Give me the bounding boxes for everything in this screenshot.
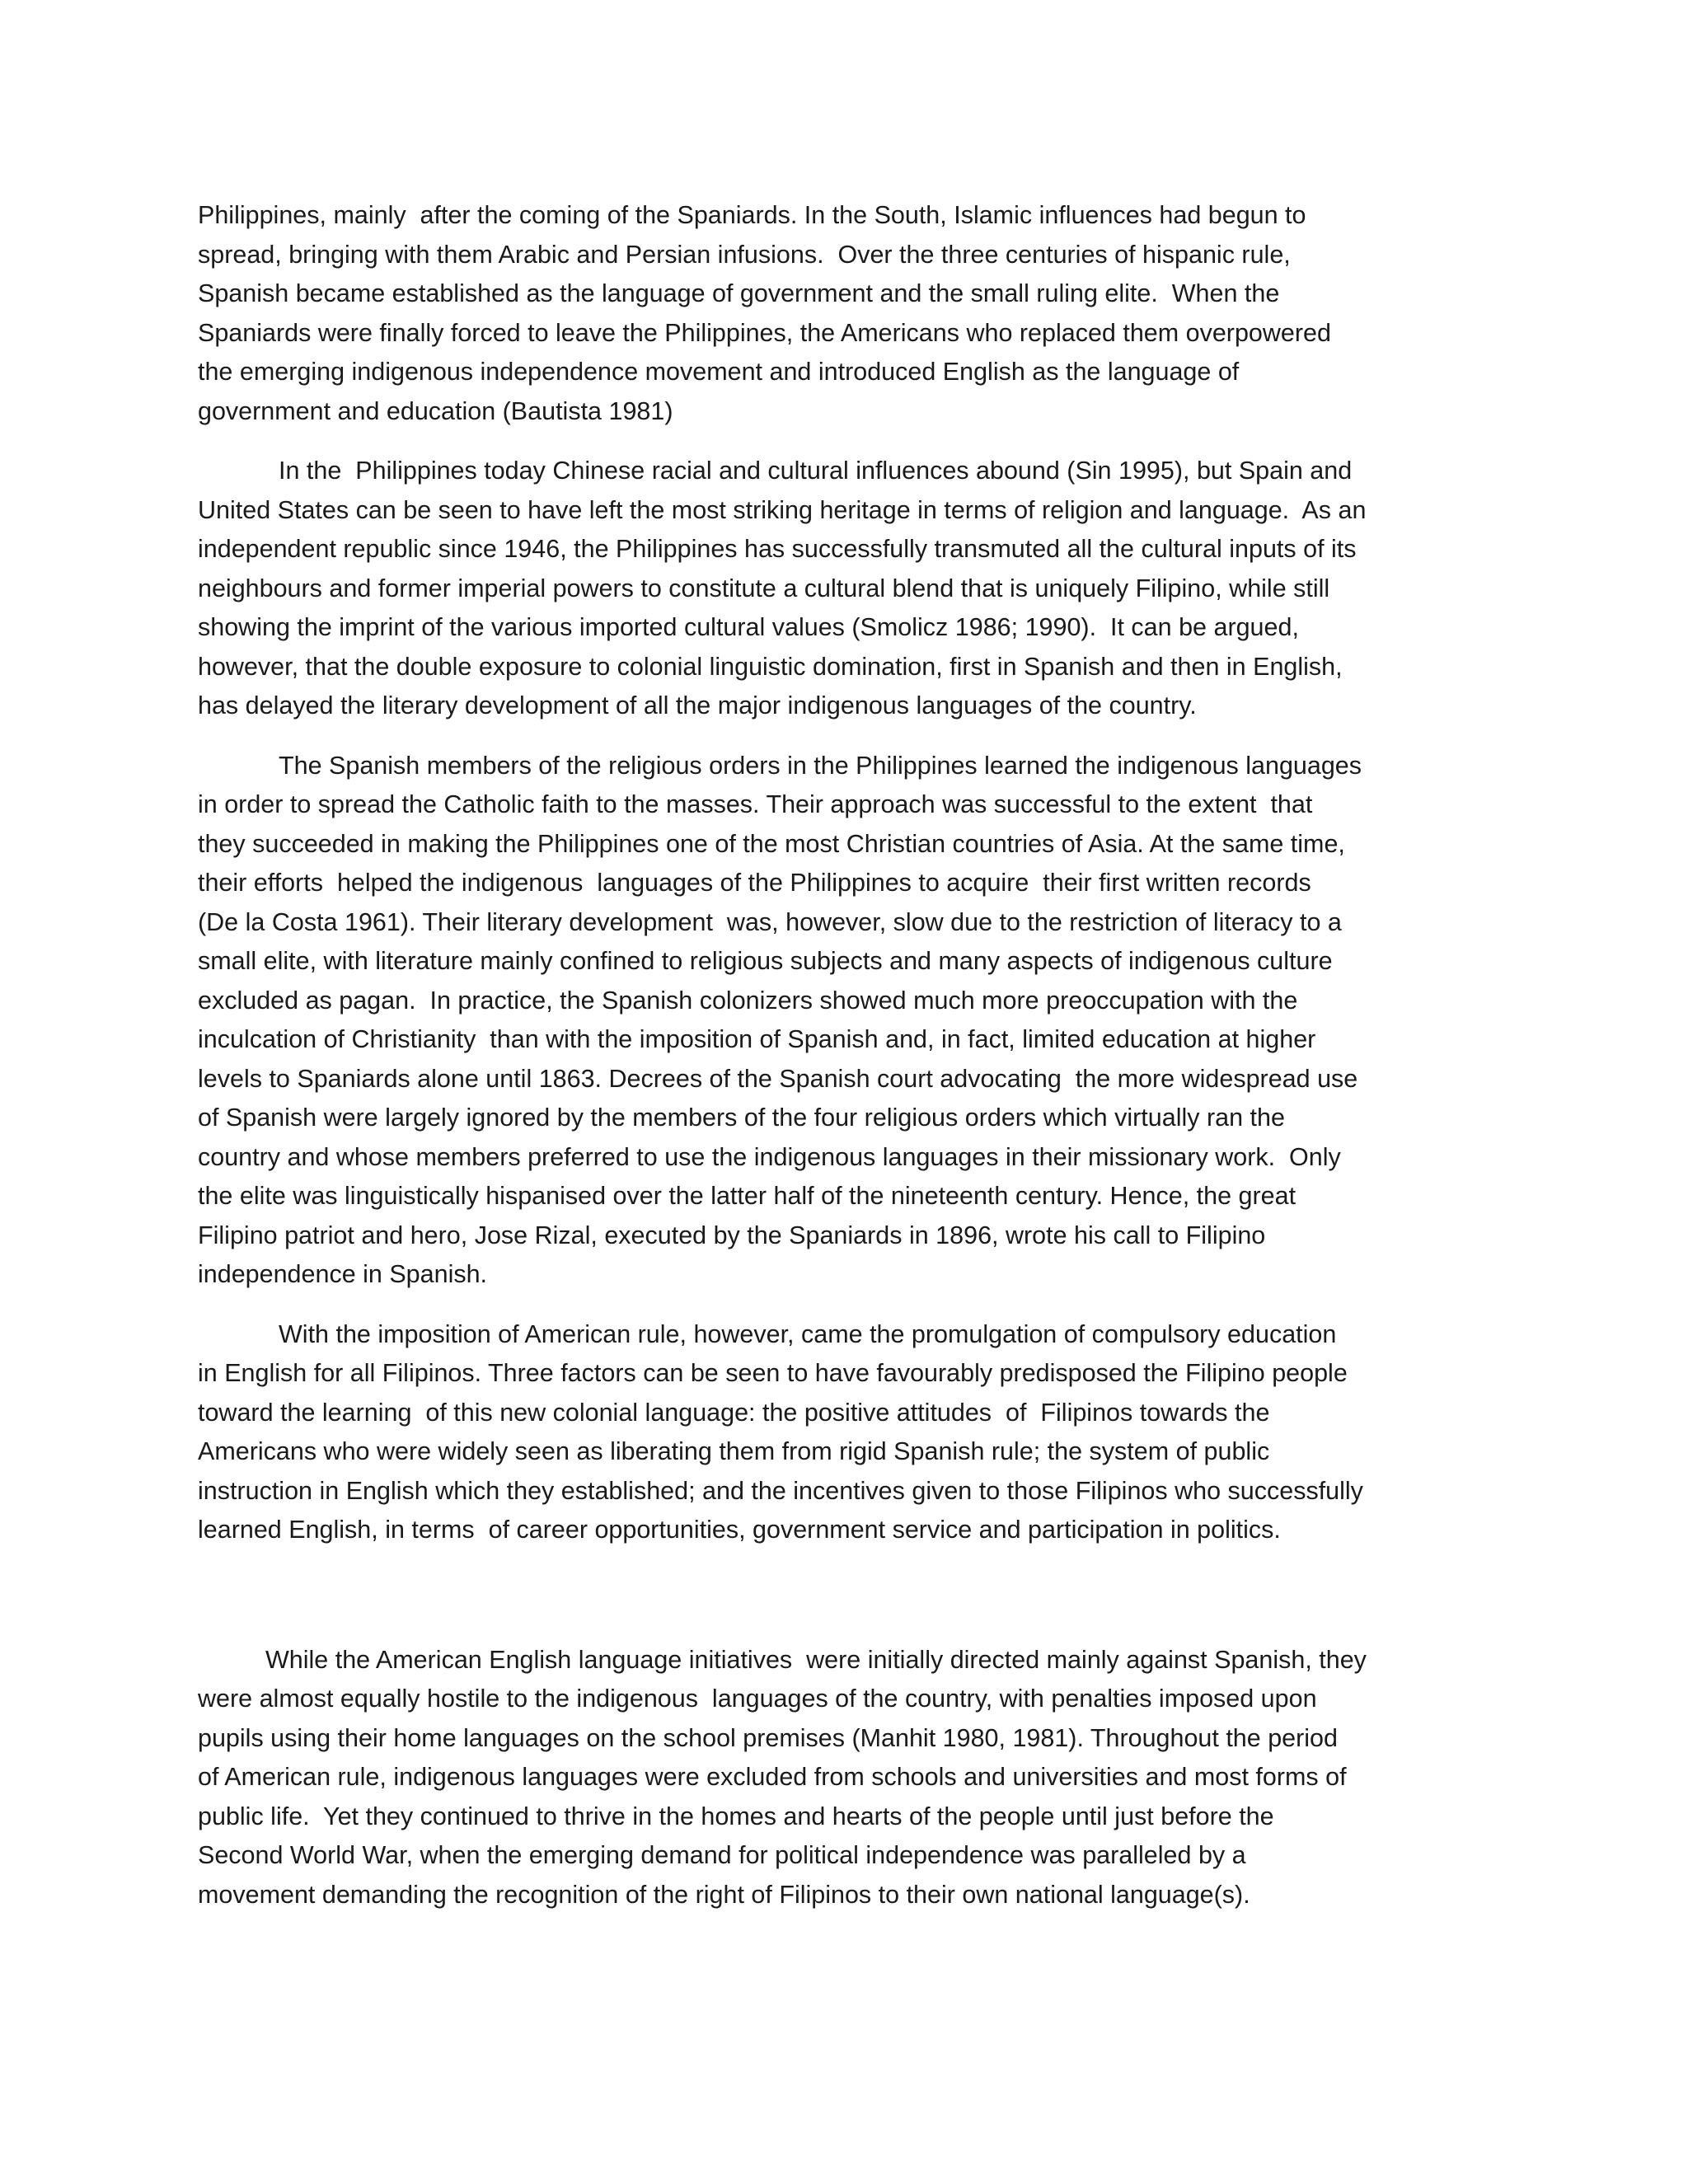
text-line: Spaniards were finally forced to leave the Philippines, the Americans who replaced them overpowered (198, 318, 1331, 347)
text-line: toward the learning of this new colonial language: the positive attitudes of Filipinos towards the (198, 1398, 1270, 1427)
text-line: pupils using their home languages on the school premises (Manhit 1980, 1981). Throughout the period (198, 1723, 1338, 1752)
text-line: of Spanish were largely ignored by the members of the four religious orders which virtually ran the (198, 1104, 1285, 1132)
text-line: inculcation of Christianity than with the imposition of Spanish and, in fact, limited education at higher (198, 1025, 1316, 1053)
text-line: the emerging indigenous independence movement and introduced English as the language of (198, 358, 1240, 386)
text-line: however, that the double exposure to colonial linguistic domination, first in Spanish and then in English, (198, 652, 1343, 681)
text-line: learned English, in terms of career opportunities, government service and participation in politics. (198, 1516, 1281, 1544)
paragraph-4 (198, 1315, 1500, 1550)
text-line: of American rule, indigenous languages were excluded from schools and universities and most forms of (198, 1763, 1347, 1791)
text-line: the elite was linguistically hispanised over the latter half of the nineteenth century. Hence, the great (198, 1182, 1296, 1210)
text-line: Americans who were widely seen as liberating them from rigid Spanish rule; the system of public (198, 1437, 1270, 1465)
text-line: in order to spread the Catholic faith to the masses. Their approach was successful to the extent that (198, 790, 1313, 818)
text-line: Spanish became established as the language of government and the small ruling elite. When the (198, 279, 1280, 307)
text-line: The Spanish members of the religious orders in the Philippines learned the indigenous languages (279, 751, 1362, 780)
text-line: Filipino patriot and hero, Jose Rizal, executed by the Spaniards in 1896, wrote his call to Filipino (198, 1221, 1266, 1249)
text-line: levels to Spaniards alone until 1863. Decrees of the Spanish court advocating the more widespread use (198, 1064, 1358, 1093)
text-line: public life. Yet they continued to thrive in the homes and hearts of the people until just before the (198, 1802, 1274, 1830)
text-line: Second World War, when the emerging demand for political independence was paralleled by a (198, 1841, 1246, 1869)
paragraph-spacer (198, 1571, 1500, 1641)
text-line: independent republic since 1946, the Philippines has successfully transmuted all the cultural inputs of its (198, 535, 1357, 563)
text-line: has delayed the literary development of all the major indigenous languages of the country. (198, 691, 1197, 719)
document-body (198, 196, 1500, 1935)
paragraph-5 (198, 1641, 1500, 1915)
paragraph-1 (198, 196, 1500, 431)
text-line: they succeeded in making the Philippines one of the most Christian countries of Asia. At the same time, (198, 829, 1345, 858)
text-line: movement demanding the recognition of the right of Filipinos to their own national language(s). (198, 1880, 1250, 1909)
text-line: excluded as pagan. In practice, the Spanish colonizers showed much more preoccupation with the (198, 986, 1298, 1015)
text-line: small elite, with literature mainly confined to religious subjects and many aspects of indigenous culture (198, 947, 1333, 975)
text-line: While the American English language initiatives were initially directed mainly against Spanish, they (265, 1645, 1367, 1674)
text-line: independence in Spanish. (198, 1260, 488, 1288)
text-line: neighbours and former imperial powers to constitute a cultural blend that is uniquely Filipino, while still (198, 574, 1330, 602)
text-line: spread, bringing with them Arabic and Persian infusions. Over the three centuries of hispanic rule, (198, 240, 1291, 269)
text-line: were almost equally hostile to the indigenous languages of the country, with penalties imposed upon (198, 1685, 1317, 1713)
text-line: instruction in English which they established; and the incentives given to those Filipinos who successfully (198, 1476, 1363, 1505)
text-line: In the Philippines today Chinese racial and cultural influences abound (Sin 1995), but Spain and (279, 457, 1353, 485)
text-line: country and whose members preferred to use the indigenous languages in their missionary work. Only (198, 1142, 1341, 1171)
text-line: With the imposition of American rule, however, came the promulgation of compulsory education (279, 1319, 1337, 1348)
text-line: their efforts helped the indigenous languages of the Philippines to acquire their first written records (198, 869, 1311, 897)
text-line: in English for all Filipinos. Three factors can be seen to have favourably predisposed the Filipino people (198, 1359, 1348, 1387)
text-line: showing the imprint of the various imported cultural values (Smolicz 1986; 1990). It can be argued, (198, 613, 1299, 641)
text-line: government and education (Bautista 1981) (198, 396, 673, 425)
text-line: Philippines, mainly after the coming of the Spaniards. In the South, Islamic influences had begun to (198, 201, 1306, 229)
paragraph-2 (198, 452, 1500, 726)
paragraph-3 (198, 747, 1500, 1295)
text-line: United States can be seen to have left the most striking heritage in terms of religion and language. As an (198, 495, 1367, 524)
text-line: (De la Costa 1961). Their literary development was, however, slow due to the restriction of literacy to a (198, 907, 1342, 936)
